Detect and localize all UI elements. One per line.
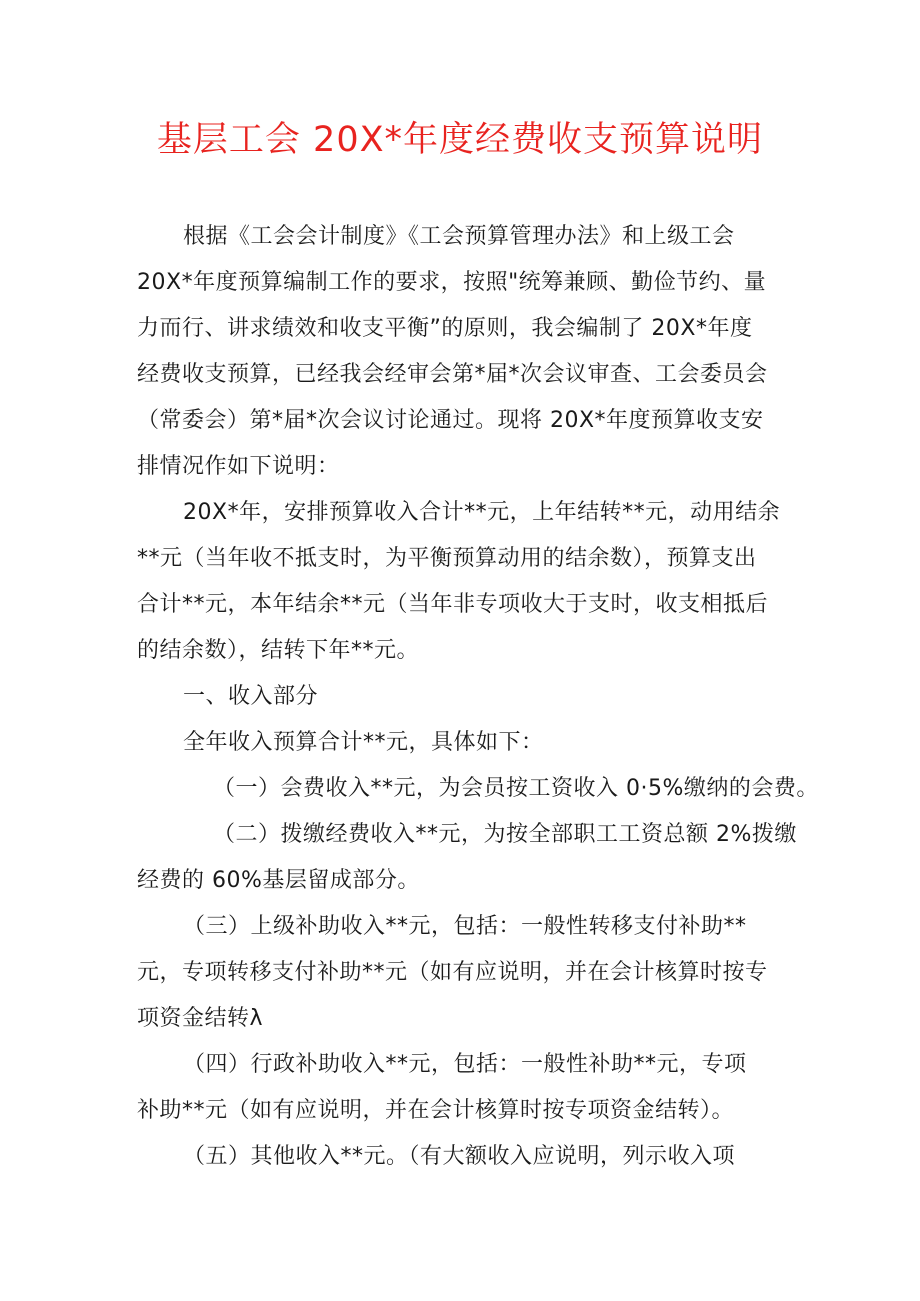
list-item-line: 元，专项转移支付补助**元（如有应说明，并在会计核算时按专: [137, 960, 768, 985]
list-item-line: 补助**元（如有应说明，并在会计核算时按专项资金结转）。: [137, 1098, 735, 1123]
list-item-line: 项资金结转λ: [137, 1006, 264, 1031]
paragraph-line: 的结余数），结转下年**元。: [137, 638, 420, 663]
paragraph-line: 20X*年，安排预算收入合计**元，上年结转**元，动用结余: [183, 500, 781, 525]
list-item-line: 经费的 60%基层留成部分。: [137, 868, 420, 893]
paragraph-line: 全年收入预算合计**元，具体如下：: [183, 730, 544, 755]
document-body: [137, 214, 819, 1180]
paragraph-line: **元（当年收不抵支时，为平衡预算动用的结余数），预算支出: [137, 546, 757, 571]
list-item-line: （四）行政补助收入**元，包括：一般性补助**元，专项: [183, 1052, 747, 1077]
paragraph-line: 根据《工会会计制度》《工会预算管理办法》和上级工会: [183, 224, 735, 249]
list-item-line: （一）会费收入**元，为会员按工资收入 0·5%缴纳的会费。: [213, 776, 819, 801]
paragraph-line: 经费收支预算，已经我会经审会第*届*次会议审查、工会委员会: [137, 362, 768, 387]
paragraph-line: 合计**元，本年结余**元（当年非专项收大于支时，收支相抵后: [137, 592, 769, 617]
paragraph-line: 20X*年度预算编制工作的要求，按照"统筹兼顾、勤俭节约、量: [137, 270, 767, 295]
paragraph-line: 力而行、讲求绩效和收支平衡”的原则，我会编制了 20X*年度: [137, 316, 753, 341]
list-item-line: （二）拨缴经费收入**元，为按全部职工工资总额 2%拨缴: [213, 822, 797, 847]
paragraph-line: 排情况作如下说明：: [137, 454, 340, 479]
section-heading: 一、收入部分: [183, 684, 319, 709]
list-item-line: （三）上级补助收入**元，包括：一般性转移支付补助**: [183, 914, 747, 939]
document-title: 基层工会 20X*年度经费收支预算说明: [156, 120, 764, 160]
list-item-line: （五）其他收入**元。（有大额收入应说明，列示收入项: [183, 1144, 736, 1169]
paragraph-line: （常委会）第*届*次会议讨论通过。现将 20X*年度预算收支安: [137, 408, 764, 433]
